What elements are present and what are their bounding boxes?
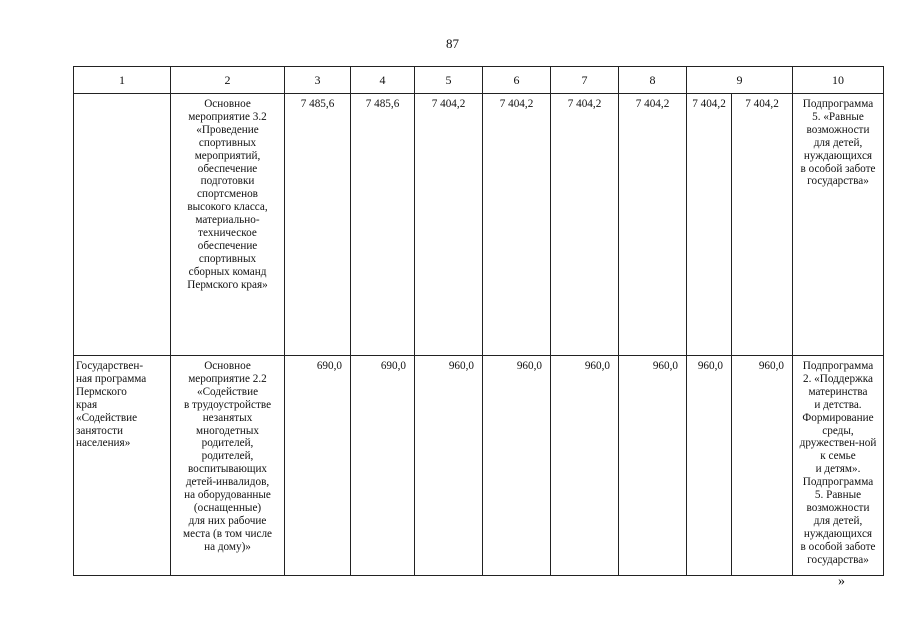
value-cell: 7 404,2 [415,94,483,356]
header-col-4: 4 [351,67,415,94]
table-row [74,94,884,356]
program-cell: Государствен- ная программа Пермского края «Содействие занятости населения» [74,356,171,576]
subprogram-cell: Подпрограмма 2. «Поддержка материнства и детства. Формирование среды, дружествен-ной к семье и детям». Подпрограмма 5. Равные возможности для детей, нуждающихся в особой заботе государства» [793,356,884,576]
table-row [74,356,884,576]
budget-table [73,66,884,576]
value-cell: 7 404,2 [619,94,687,356]
subprogram-cell: Подпрограмма 5. «Равные возможности для детей, нуждающихся в особой заботе государства» [793,94,884,356]
header-col-5: 5 [415,67,483,94]
measure-cell: Основное мероприятие 2.2 «Содействие в трудоустройстве незанятых многодетных родителей, родителей, воспитывающих детей-инвалидов, на оборудованные (оснащенные) для них рабочие места (в том числе на дому)» [171,356,285,576]
closing-quote-mark: » [838,574,845,589]
table-header-row [74,67,884,94]
value-cell: 960,0 [732,356,793,576]
header-col-10: 10 [793,67,884,94]
value-cell: 960,0 [619,356,687,576]
header-col-8: 8 [619,67,687,94]
value-cell: 960,0 [687,356,732,576]
value-cell: 7 404,2 [687,94,732,356]
measure-cell: Основное мероприятие 3.2 «Проведение спортивных мероприятий, обеспечение подготовки спортсменов высокого класса, материально- техническое обеспечение спортивных сборных команд Пермского края» [171,94,285,356]
value-cell: 7 485,6 [351,94,415,356]
header-col-3: 3 [285,67,351,94]
header-col-6: 6 [483,67,551,94]
header-col-1: 1 [74,67,171,94]
value-cell: 7 404,2 [551,94,619,356]
value-cell: 960,0 [415,356,483,576]
value-cell: 690,0 [351,356,415,576]
header-col-7: 7 [551,67,619,94]
header-col-9: 9 [687,67,793,94]
program-cell [74,94,171,356]
value-cell: 690,0 [285,356,351,576]
value-cell: 7 404,2 [483,94,551,356]
header-col-2: 2 [171,67,285,94]
value-cell: 7 404,2 [732,94,793,356]
value-cell: 960,0 [483,356,551,576]
page-number: 87 [446,36,459,51]
value-cell: 7 485,6 [285,94,351,356]
value-cell: 960,0 [551,356,619,576]
